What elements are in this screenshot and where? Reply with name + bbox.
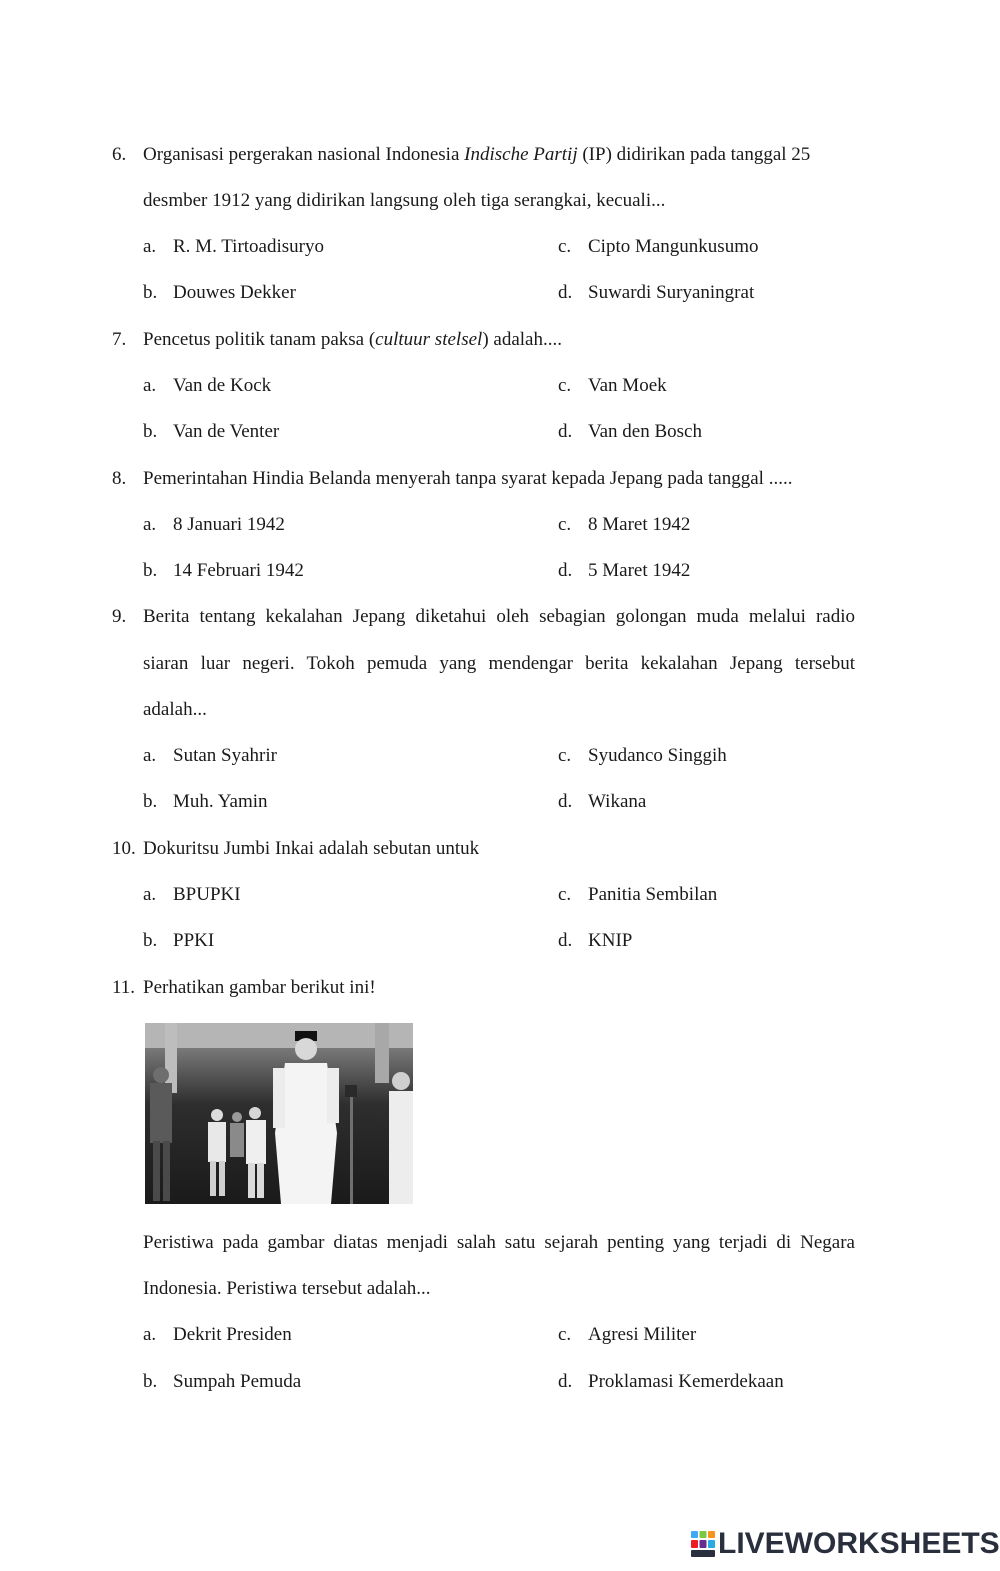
q9-option-d[interactable]: d. Wikana (558, 791, 647, 812)
q6-option-d[interactable]: d. Suwardi Suryaningrat (558, 282, 755, 303)
q10-text: Dokuritsu Jumbi Inkai adalah sebutan untuk (143, 838, 480, 859)
q9-number: 9. (112, 606, 127, 627)
q6-text-line2: desmber 1912 yang didirikan langsung oleh tiga serangkai, kecuali... (143, 190, 666, 211)
q8-option-c[interactable]: c. 8 Maret 1942 (558, 514, 691, 535)
q8-number: 8. (112, 468, 127, 489)
q11-option-a[interactable]: a. Dekrit Presiden (143, 1324, 292, 1345)
q10-option-a[interactable]: a. BPUPKI (143, 884, 241, 905)
q8-text: Pemerintahan Hindia Belanda menyerah tanpa syarat kepada Jepang pada tanggal ..... (143, 468, 793, 489)
q10-option-c[interactable]: c. Panitia Sembilan (558, 884, 718, 905)
q7-text: Pencetus politik tanam paksa (cultuur stelsel) adalah.... (143, 329, 562, 350)
q8-option-a[interactable]: a. 8 Januari 1942 (143, 514, 285, 535)
q10-number: 10. (112, 838, 136, 859)
q9-text-line1: Berita tentang kekalahan Jepang diketahui oleh sebagian golongan muda melalui radio (143, 606, 855, 627)
q9-option-a[interactable]: a. Sutan Syahrir (143, 745, 277, 766)
q11-after-text-line2: Indonesia. Peristiwa tersebut adalah... (143, 1278, 431, 1299)
proclamation-photo (145, 1023, 413, 1204)
q11-option-c[interactable]: c. Agresi Militer (558, 1324, 697, 1345)
q11-text: Perhatikan gambar berikut ini! (143, 977, 376, 998)
q9-option-b[interactable]: b. Muh. Yamin (143, 791, 268, 812)
liveworksheets-logo[interactable] (690, 1527, 1000, 1561)
q11-option-d[interactable]: d. Proklamasi Kemerdekaan (558, 1371, 784, 1392)
q8-option-d[interactable]: d. 5 Maret 1942 (558, 560, 691, 581)
q6-text-line1: Organisasi pergerakan nasional Indonesia Indische Partij (IP) didirikan pada tanggal 25 (143, 144, 811, 165)
q8-option-b[interactable]: b. 14 Februari 1942 (143, 560, 304, 581)
q6-option-a[interactable]: a. R. M. Tirtoadisuryo (143, 236, 324, 257)
q9-text-line3: adalah... (143, 699, 207, 720)
q6-option-b[interactable]: b. Douwes Dekker (143, 282, 296, 303)
q7-number: 7. (112, 329, 127, 350)
liveworksheets-logo-icon (690, 1530, 716, 1558)
q11-number: 11. (112, 977, 136, 998)
q9-option-c[interactable]: c. Syudanco Singgih (558, 745, 727, 766)
q10-option-d[interactable]: d. KNIP (558, 930, 633, 951)
q9-text-line2: siaran luar negeri. Tokoh pemuda yang mendengar berita kekalahan Jepang tersebut (143, 653, 855, 674)
q6-number: 6. (112, 144, 127, 165)
q7-option-a[interactable]: a. Van de Kock (143, 375, 272, 396)
q7-option-d[interactable]: d. Van den Bosch (558, 421, 702, 442)
q11-after-text-line1: Peristiwa pada gambar diatas menjadi salah satu sejarah penting yang terjadi di Negara (143, 1232, 855, 1253)
q6-option-c[interactable]: c. Cipto Mangunkusumo (558, 236, 759, 257)
q10-option-b[interactable]: b. PPKI (143, 930, 215, 951)
q7-option-c[interactable]: c. Van Moek (558, 375, 667, 396)
q7-option-b[interactable]: b. Van de Venter (143, 421, 280, 442)
liveworksheets-logo-text: LIVEWORKSHEETS (718, 1527, 1000, 1560)
q11-option-b[interactable]: b. Sumpah Pemuda (143, 1371, 302, 1392)
